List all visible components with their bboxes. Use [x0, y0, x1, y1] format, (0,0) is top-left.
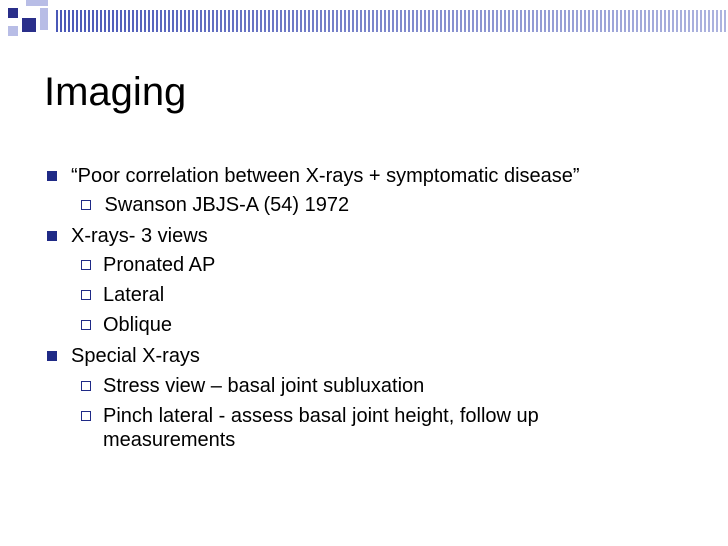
sub-bullet-text: Oblique	[103, 314, 172, 336]
bullet-text: X-rays- 3 views	[71, 225, 208, 247]
sub-bullet-text: Lateral	[103, 284, 165, 306]
hollow-square-bullet-icon	[81, 290, 91, 300]
sub-bullet-text-continued: measurements	[103, 429, 236, 451]
header-decoration	[0, 0, 728, 46]
hollow-square-bullet-icon	[81, 200, 91, 210]
slide-title: Imaging	[44, 70, 187, 114]
hollow-square-bullet-icon	[81, 260, 91, 270]
hollow-square-bullet-icon	[81, 411, 91, 421]
sub-bullet-text: Stress view – basal joint subluxation	[103, 375, 425, 397]
sub-bullet-text: Swanson JBJS-A (54) 1972	[99, 194, 350, 216]
decor-square-dark	[8, 8, 18, 18]
sub-bullet-text: Pronated AP	[103, 254, 216, 276]
square-bullet-icon	[47, 171, 57, 181]
square-bullet-icon	[47, 351, 57, 361]
decor-square-light	[26, 0, 48, 6]
bullet-text: Special X-rays	[71, 345, 200, 367]
hollow-square-bullet-icon	[81, 320, 91, 330]
sub-bullet-text: Pinch lateral - assess basal joint height, follow up	[103, 405, 539, 427]
hollow-square-bullet-icon	[81, 381, 91, 391]
bullet-text: “Poor correlation between X-rays + symptomatic disease”	[71, 165, 580, 187]
decor-stripes-fade	[56, 10, 728, 32]
decor-square-dark-2	[22, 18, 36, 32]
decor-square-light-2	[40, 8, 48, 30]
square-bullet-icon	[47, 231, 57, 241]
decor-square-light-3	[8, 26, 18, 36]
